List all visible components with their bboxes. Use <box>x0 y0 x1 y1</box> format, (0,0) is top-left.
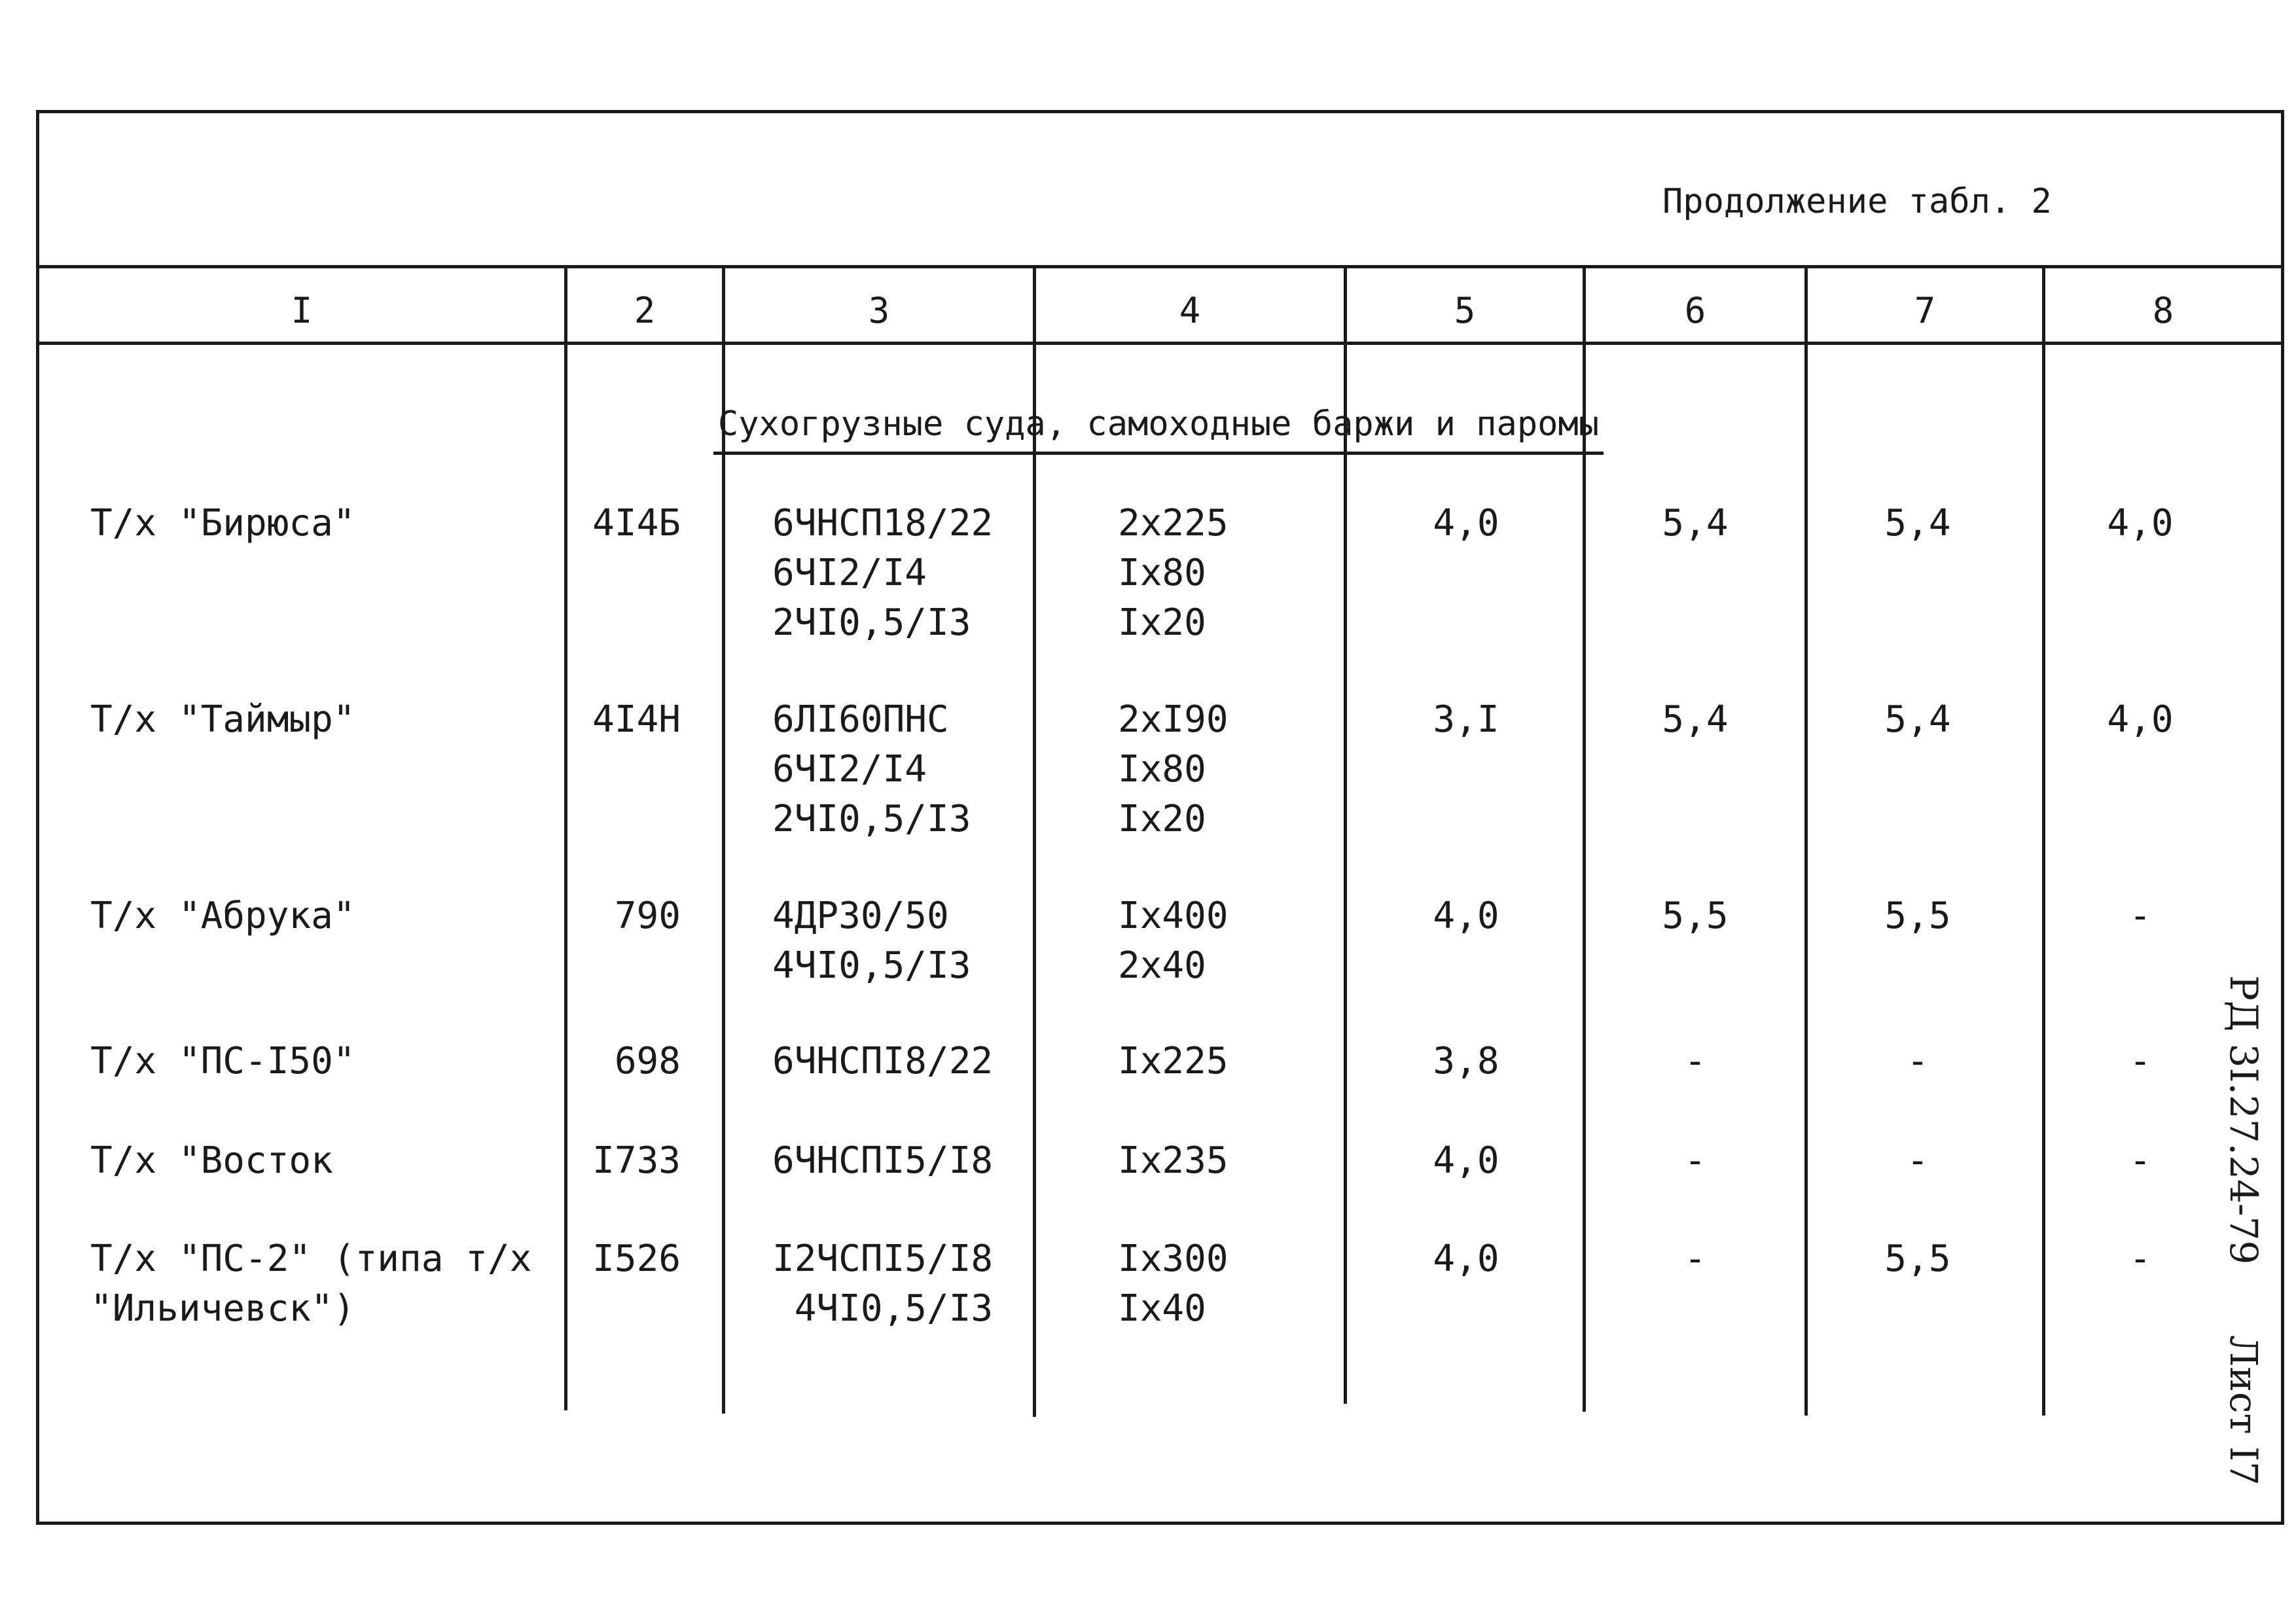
row-2-col7: 5,4 <box>1884 698 1951 741</box>
row-3-col8: - <box>2129 895 2151 937</box>
row-1-col5: 4,0 <box>1433 502 1499 544</box>
column-header-8: 8 <box>2152 290 2174 331</box>
row-4-col6: - <box>1684 1040 1706 1082</box>
row-4-col8: - <box>2129 1040 2151 1082</box>
row-1-power: 2х225 Iх80 Iх20 <box>1118 502 1229 644</box>
row-2-name: Т/х "Таймыр" <box>90 698 355 741</box>
row-2-col5: 3,I <box>1433 698 1499 741</box>
row-4-col5: 3,8 <box>1433 1040 1499 1082</box>
row-5-power: Iх235 <box>1118 1139 1229 1182</box>
column-header-2: 2 <box>634 290 656 331</box>
column-header-7: 7 <box>1914 290 1936 331</box>
continuation-label: Продолжение табл. 2 <box>1662 182 2052 221</box>
row-2-project: 4I4Н <box>592 698 681 741</box>
row-4-col7: - <box>1907 1040 1929 1082</box>
row-1-project: 4I4Б <box>592 502 681 544</box>
row-5-col8: - <box>2129 1139 2151 1182</box>
row-4-engines: 6ЧНСПI8/22 <box>772 1040 994 1082</box>
row-2-col8: 4,0 <box>2107 698 2174 741</box>
row-6-project: I526 <box>592 1238 681 1280</box>
row-1-col8: 4,0 <box>2107 502 2174 544</box>
row-5-col5: 4,0 <box>1433 1139 1499 1182</box>
row-6-col8: - <box>2129 1238 2151 1280</box>
column-header-5: 5 <box>1454 290 1476 331</box>
row-5-col6: - <box>1684 1139 1706 1182</box>
row-5-engines: 6ЧНСПI5/I8 <box>772 1139 994 1182</box>
row-6-engines: I2ЧСПI5/I8 4ЧI0,5/I3 <box>772 1238 994 1330</box>
row-5-project: I733 <box>592 1139 681 1182</box>
row-3-project: 790 <box>614 895 681 937</box>
row-4-power: Iх225 <box>1118 1040 1229 1082</box>
column-divider-1 <box>564 265 567 1410</box>
row-4-project: 698 <box>614 1040 681 1082</box>
row-4-name: Т/х "ПС-I50" <box>90 1040 355 1082</box>
sheet-number: Лист I7 <box>2221 1335 2266 1486</box>
row-6-name: Т/х "ПС-2" (типа т/х "Ильичевск") <box>90 1238 532 1330</box>
column-divider-6 <box>1804 265 1808 1416</box>
row-2-engines: 6ЛI60ПНС 6ЧI2/I4 2ЧI0,5/I3 <box>772 698 971 840</box>
row-5-col7: - <box>1907 1139 1929 1182</box>
column-header-3: 3 <box>868 290 890 331</box>
column-header-1: I <box>291 290 313 331</box>
row-6-col7: 5,5 <box>1884 1238 1951 1280</box>
column-divider-7 <box>2042 265 2045 1416</box>
row-5-name: Т/х "Восток <box>90 1139 333 1182</box>
column-header-4: 4 <box>1179 290 1201 331</box>
row-3-col7: 5,5 <box>1884 895 1951 937</box>
row-3-engines: 4ДР30/50 4ЧI0,5/I3 <box>772 895 971 987</box>
row-1-col6: 5,4 <box>1662 502 1729 544</box>
row-6-power: Iх300 Iх40 <box>1118 1238 1229 1330</box>
row-3-col5: 4,0 <box>1433 895 1499 937</box>
row-3-col6: 5,5 <box>1662 895 1729 937</box>
row-1-name: Т/х "Бирюса" <box>90 502 355 544</box>
header-bottom-rule <box>36 342 2284 345</box>
row-3-name: Т/х "Абрука" <box>90 895 355 937</box>
row-2-power: 2хI90 Iх80 Iх20 <box>1118 698 1229 840</box>
row-6-col5: 4,0 <box>1433 1238 1499 1280</box>
row-2-col6: 5,4 <box>1662 698 1729 741</box>
row-3-power: Iх400 2х40 <box>1118 895 1229 987</box>
column-header-6: 6 <box>1684 290 1706 331</box>
row-6-col6: - <box>1684 1238 1706 1280</box>
section-title: Сухогрузные суда, самоходные баржи и паромы <box>713 404 1604 455</box>
row-1-engines: 6ЧНСП18/22 6ЧI2/I4 2ЧI0,5/I3 <box>772 502 994 644</box>
header-top-rule <box>36 265 2284 268</box>
document-code: РД 3I.27.24-79 <box>2221 975 2266 1265</box>
row-1-col7: 5,4 <box>1884 502 1951 544</box>
